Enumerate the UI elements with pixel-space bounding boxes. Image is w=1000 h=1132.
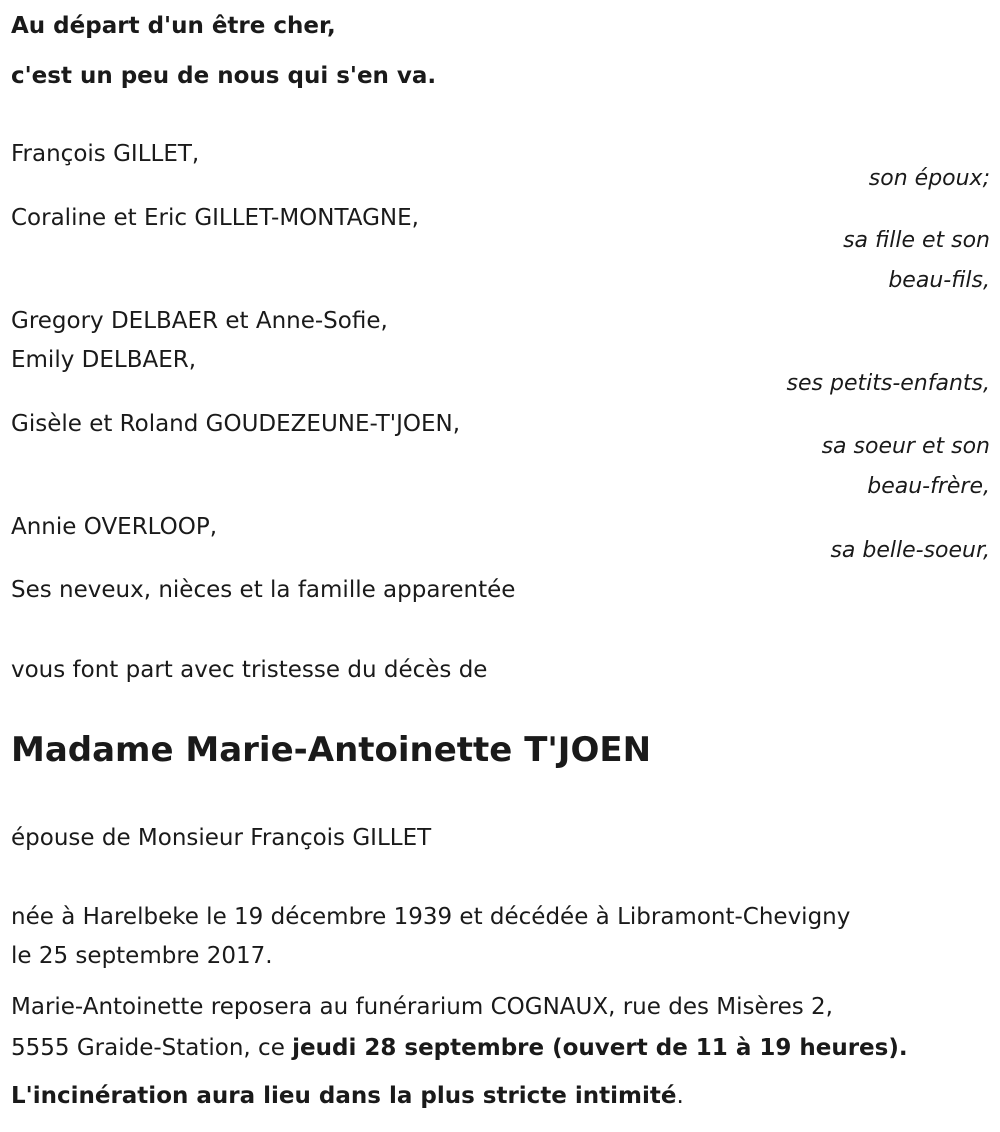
epigraph-line-2: c'est un peu de nous qui s'en va. <box>11 63 437 89</box>
family-names-sister-in-law: Annie OVERLOOP, <box>11 514 218 540</box>
family-names-grandchildren-2: Emily DELBAER, <box>11 347 197 373</box>
cremation-text: L'incinération aura lieu dans la plus stricte intimité <box>11 1083 677 1109</box>
deceased-name: Madame Marie-Antoinette T'JOEN <box>11 730 652 770</box>
relation-spouse: son époux; <box>868 166 990 191</box>
birth-death-line-1: née à Harelbeke le 19 décembre 1939 et décédée à Libramont-Chevigny <box>11 904 851 930</box>
cremation-period: . <box>676 1083 684 1109</box>
relation-sister-in-law: sa belle-soeur, <box>830 538 990 563</box>
relation-daughter-line-2: beau-fils, <box>888 268 990 293</box>
family-names-extended: Ses neveux, nièces et la famille apparentée <box>11 577 516 603</box>
relation-daughter-line-1: sa fille et son <box>843 228 990 253</box>
funerarium-line-2 <box>11 1034 908 1062</box>
announcement: vous font part avec tristesse du décès de <box>11 657 488 683</box>
birth-death-line-2: le 25 septembre 2017. <box>11 943 273 969</box>
cremation-line <box>11 1082 684 1110</box>
family-names-sister: Gisèle et Roland GOUDEZEUNE-T'JOEN, <box>11 411 461 437</box>
epigraph-line-1: Au départ d'un être cher, <box>11 13 336 39</box>
family-names-daughter: Coraline et Eric GILLET-MONTAGNE, <box>11 205 419 231</box>
funerarium-location: 5555 Graide-Station, ce <box>11 1035 293 1061</box>
relation-sister-line-2: beau-frère, <box>867 474 990 499</box>
relation-grandchildren: ses petits-enfants, <box>786 371 990 396</box>
funerarium-line-1: Marie-Antoinette reposera au funérarium COGNAUX, rue des Misères 2, <box>11 994 833 1020</box>
funerarium-visiting-hours: jeudi 28 septembre (ouvert de 11 à 19 heures). <box>292 1035 908 1061</box>
relation-sister-line-1: sa soeur et son <box>821 434 990 459</box>
family-names-grandchildren-1: Gregory DELBAER et Anne-Sofie, <box>11 308 388 334</box>
family-names-spouse: François GILLET, <box>11 141 200 167</box>
spouse-line: épouse de Monsieur François GILLET <box>11 825 432 851</box>
